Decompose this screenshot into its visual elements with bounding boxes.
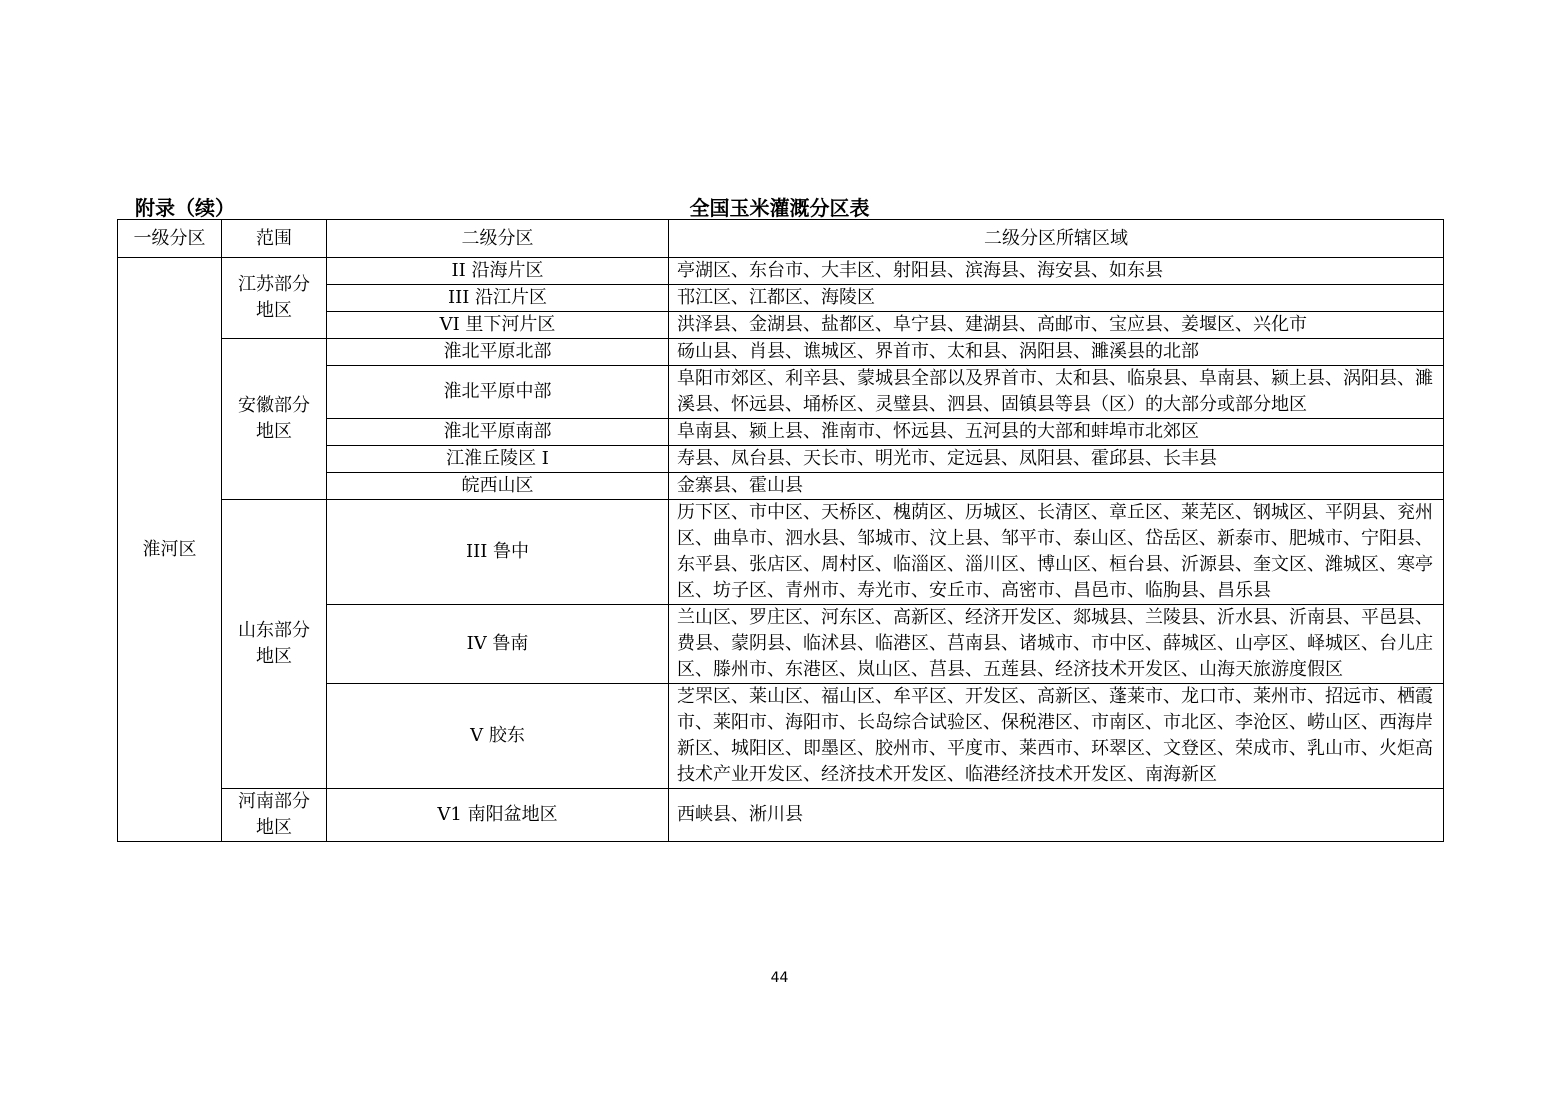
zone-cell: IV 鲁南: [327, 605, 669, 684]
zone-cell: II 沿海片区: [327, 258, 669, 285]
zone-cell: III 鲁中: [327, 500, 669, 605]
area-cell: 阜南县、颍上县、淮南市、怀远县、五河县的大部和蚌埠市北郊区: [669, 419, 1444, 446]
area-cell: 历下区、市中区、天桥区、槐荫区、历城区、长清区、章丘区、莱芜区、钢城区、平阴县、兖州区、曲阜市、泗水县、邹城市、汶上县、邹平市、泰山区、岱岳区、新泰市、肥城市、宁阳县、东平县、张店区、周村区、临淄区、淄川区、博山区、桓台县、沂源县、奎文区、潍城区、寒亭区、坊子区、青州市、寿光市、安丘市、高密市、昌邑市、临朐县、昌乐县: [669, 500, 1444, 605]
scope-cell: 江苏部分地区: [222, 258, 327, 339]
header-level1: 一级分区: [118, 220, 222, 258]
area-cell: 洪泽县、金湖县、盐都区、阜宁县、建湖县、高邮市、宝应县、姜堰区、兴化市: [669, 312, 1444, 339]
area-cell: 亭湖区、东台市、大丰区、射阳县、滨海县、海安县、如东县: [669, 258, 1444, 285]
irrigation-zoning-table: [117, 219, 1444, 842]
appendix-label: 附录（续）: [135, 196, 235, 220]
table-header-row: [118, 220, 1444, 258]
area-cell: 西峡县、淅川县: [669, 789, 1444, 842]
zone-cell: V 胶东: [327, 684, 669, 789]
area-cell: 金寨县、霍山县: [669, 473, 1444, 500]
zone-cell: 江淮丘陵区 I: [327, 446, 669, 473]
header-area: 二级分区所辖区域: [669, 220, 1444, 258]
area-cell: 阜阳市郊区、利辛县、蒙城县全部以及界首市、太和县、临泉县、阜南县、颍上县、涡阳县、濉溪县、怀远县、埇桥区、灵璧县、泗县、固镇县等县（区）的大部分或部分地区: [669, 366, 1444, 419]
scope-cell: 山东部分地区: [222, 500, 327, 789]
area-cell: 邗江区、江都区、海陵区: [669, 285, 1444, 312]
zone-cell: 淮北平原北部: [327, 339, 669, 366]
table-title: 全国玉米灌溉分区表: [689, 196, 870, 220]
level1-cell: 淮河区: [118, 258, 222, 842]
zone-cell: 皖西山区: [327, 473, 669, 500]
table-row: [118, 258, 1444, 285]
area-cell: 芝罘区、莱山区、福山区、牟平区、开发区、高新区、蓬莱市、龙口市、莱州市、招远市、栖霞市、莱阳市、海阳市、长岛综合试验区、保税港区、市南区、市北区、李沧区、崂山区、西海岸新区、城阳区、即墨区、胶州市、平度市、莱西市、环翠区、文登区、荣成市、乳山市、火炬高技术产业开发区、经济技术开发区、临港经济技术开发区、南海新区: [669, 684, 1444, 789]
page-number: 44: [770, 970, 789, 986]
header-scope: 范围: [222, 220, 327, 258]
table-row: [118, 500, 1444, 605]
table-row: [118, 339, 1444, 366]
table-row: [118, 789, 1444, 842]
zone-cell: V1 南阳盆地区: [327, 789, 669, 842]
scope-cell: 河南部分地区: [222, 789, 327, 842]
area-cell: 寿县、凤台县、天长市、明光市、定远县、凤阳县、霍邱县、长丰县: [669, 446, 1444, 473]
zone-cell: 淮北平原中部: [327, 366, 669, 419]
zone-cell: III 沿江片区: [327, 285, 669, 312]
area-cell: 砀山县、肖县、谯城区、界首市、太和县、涡阳县、濉溪县的北部: [669, 339, 1444, 366]
area-cell: 兰山区、罗庄区、河东区、高新区、经济开发区、郯城县、兰陵县、沂水县、沂南县、平邑县、费县、蒙阴县、临沭县、临港区、莒南县、诸城市、市中区、薛城区、山亭区、峄城区、台儿庄区、滕州市、东港区、岚山区、莒县、五莲县、经济技术开发区、山海天旅游度假区: [669, 605, 1444, 684]
header-level2: 二级分区: [327, 220, 669, 258]
zone-cell: 淮北平原南部: [327, 419, 669, 446]
scope-cell: 安徽部分地区: [222, 339, 327, 500]
zone-cell: VI 里下河片区: [327, 312, 669, 339]
